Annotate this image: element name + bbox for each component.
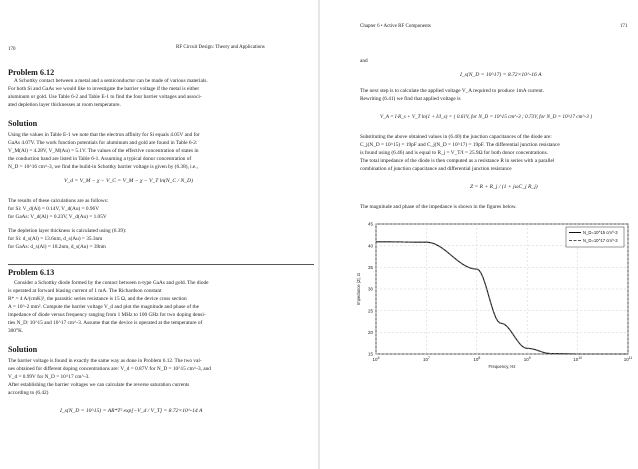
y-tick-label: 35	[367, 264, 373, 270]
solution-heading: Solution	[8, 345, 38, 354]
text-line: Substituting the above obtained values in (6.40) the junction capacitances of the diode are:	[360, 134, 552, 140]
text-line: according to (6.42)	[8, 390, 49, 396]
y-tick-label: 20	[367, 329, 373, 335]
text-line: N_D = 10^16 cm^-3, we find the build-in Schottky barrier voltage is given by (6.38), i.e.,	[8, 164, 198, 170]
right-page	[320, 0, 638, 469]
y-tick-label: 45	[367, 221, 373, 227]
result-line: for GaAs: V_d(Al) = 0.23V, V_d(Au) = 1.05V	[8, 214, 107, 220]
y-tick-label: 25	[367, 308, 373, 314]
impedance-equation: Z = R + R_j / (1 + jωC_j R_j)	[470, 184, 538, 190]
text-line: is operated at forward biasing current of 1 mA. The Richardson constant	[8, 288, 162, 294]
saturation-current-equation: I_s(N_D = 10^15) = AR*T² exp[−V_d / V_T] = 8.72×10^-14 A	[60, 408, 203, 414]
text-line: The magnitude and phase of the impedance is shown in the figures below.	[360, 204, 517, 210]
divider-rule	[8, 264, 314, 265]
page-number: 170	[8, 47, 16, 52]
text-line: the conduction band are listed in Table 6-1. Assuming a typical donor concentration of	[8, 156, 192, 162]
text-line: impedance of diode versus frequency ranging from 1 MHz to 100 GHz for two doping densi-	[8, 312, 206, 318]
y-tick-label: 30	[367, 286, 373, 292]
text-line: and	[360, 58, 368, 64]
problem-heading: Problem 6.12	[8, 68, 55, 77]
text-line: V_d = 0.99V for N_D = 10^17 cm^-3.	[8, 374, 90, 380]
text-line: Rewriting (6.41) we find that applied voltage is	[360, 96, 461, 102]
text-line: The results of these calculations are as follows:	[8, 198, 109, 204]
text-line: For both Si and GaAs we would like to investigate the barrier voltage if the metal is either	[8, 86, 200, 92]
text-line: The total impedance of the diode is then computed as a resistance R in series with a parallel	[360, 158, 555, 164]
text-line: combination of junction capacitance and differential junction resistance	[360, 166, 512, 172]
text-line: ties N_D: 10^15 and 10^17 cm^-3. Assume that the device is operated at the temperature of	[8, 320, 203, 326]
y-axis-label: Impedance |Z|, Ω	[356, 272, 361, 306]
text-line: The depletion layer thickness is calculated using (6.39):	[8, 228, 127, 234]
text-line: 300°K.	[8, 328, 24, 334]
saturation-current-equation: I_s(N_D = 10^17) = 8.72×10^-16 A	[460, 72, 542, 78]
x-tick-label: $10^{11}$	[623, 356, 633, 362]
text-line: Consider a Schottky diode formed by the contact between n-type GaAs and gold. The diode	[14, 280, 209, 286]
applied-voltage-equation: V_A = I·R_s + V_T ln(1 + I/I_s) = { 0.61V, for N_D = 10^15 cm^-3 ; 0.73V, for N_D = 10^17 cm^-3 }	[380, 114, 593, 120]
x-axis-label: Frequency, Hz	[488, 364, 516, 369]
result-line: for Si: d_s(Al) = 13.6nm, d_s(Au) = 35.3nm	[8, 236, 103, 242]
text-line: GaAs 4.07V. The work function potentials for aluminum and gold are found in Table 6-2:	[8, 140, 198, 146]
x-tick-label: $10^7$	[422, 356, 430, 362]
text-line: The barrier voltage is found in exactly the same way as done in Problem 6.12. The two val-	[8, 358, 202, 364]
running-head: RF Circuit Design: Theory and Applications	[176, 45, 265, 50]
text-line: ated depletion layer thicknesses at room temperature.	[8, 102, 121, 108]
x-tick-label: $10^8$	[473, 356, 481, 362]
running-head: Chapter 6 • Active RF Components	[360, 24, 431, 29]
x-tick-label: $10^6$	[372, 356, 380, 362]
text-line: C_j(N_D = 10^15) = 19pF and C_j(N_D = 10^17) = 19pF. The differential junction resistance	[360, 142, 560, 148]
barrier-voltage-equation: V_d = V_M − χ − V_C = V_M − χ − V_T ln(N_C / N_D)	[64, 178, 193, 184]
text-line: A Schottky contact between a metal and a semiconductor can be made of various materials.	[14, 78, 208, 84]
legend-label: N_D=10^17 cm^-3	[583, 238, 618, 243]
result-line: for Si: V_d(Al) = 0.14V, V_d(Au) = 0.96V	[8, 206, 100, 212]
result-line: for GaAs: d_s(Al) = 18.2nm, d_s(Au) = 39nm	[8, 244, 106, 250]
solution-heading: Solution	[8, 119, 38, 128]
text-line: R* = 4 A/(cmK)², the parasitic series resistance is 15 Ω, and the device cross section	[8, 296, 187, 302]
text-line: V_M(Al) = 4.28V, V_M(Au) = 5.1V. The values of the effective concentration of states in	[8, 148, 199, 154]
text-line: After establishing the barrier voltages we can calculate the reverse saturation currents	[8, 382, 190, 388]
text-line: is found using (6.46) and is equal to R_j = V_T/I = 25.9Ω for both donor concentrations.	[360, 150, 548, 156]
problem-heading: Problem 6.13	[8, 268, 55, 277]
text-line: Using the values in Table E-1 we note that the electron affinity for Si equals 4.05V and for	[8, 132, 200, 138]
y-tick-label: 40	[367, 243, 373, 249]
text-line: ues obtained for different doping concentrations are: V_d = 0.87V for N_D = 10^15 cm^-3, and	[8, 366, 211, 372]
legend-label: N_D=10^15 cm^-3	[583, 230, 618, 235]
y-tick-label: 15	[367, 351, 373, 357]
x-tick-label: $10^{10}$	[573, 356, 582, 362]
impedance-chart	[354, 216, 636, 382]
page-number: 171	[620, 24, 628, 29]
x-tick-label: $10^9$	[523, 356, 531, 362]
text-line: A = 10^-2 mm². Compute the barrier voltage V_d and plot the magnitude and phase of the	[8, 304, 199, 310]
text-line: aluminum or gold. Use Table 6-2 and Table E-1 to find the four barrier voltages and associ-	[8, 94, 202, 100]
text-line: The next step is to calculate the applied voltage V_A required to produce 1mA current.	[360, 88, 544, 94]
